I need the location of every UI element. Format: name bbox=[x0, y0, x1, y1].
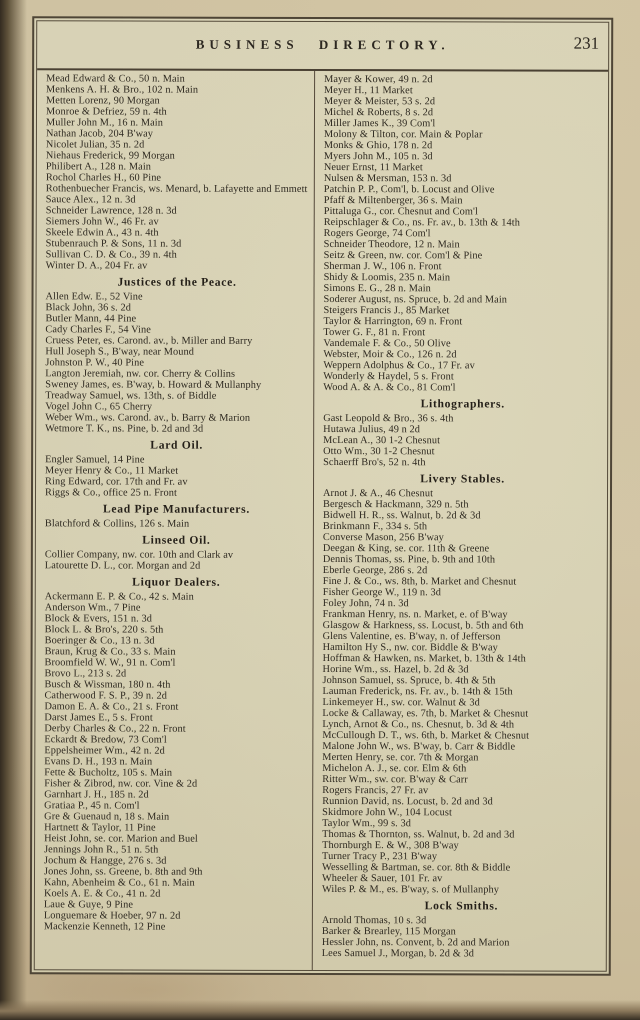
directory-entry: Nathan Jacob, 204 B'way bbox=[45, 128, 154, 140]
directory-section bbox=[323, 74, 603, 394]
directory-entry: Malone John W., ws. B'way, b. Carr & Biddle bbox=[322, 741, 516, 753]
directory-entry: Nicolet Julian, 35 n. 2d bbox=[45, 139, 145, 151]
directory-entry: Foley John, 74 n. 3d bbox=[322, 598, 409, 610]
directory-entry: Molony & Tilton, cor. Main & Poplar bbox=[323, 129, 483, 141]
directory-entry: Derby Charles & Co., 22 n. Front bbox=[44, 723, 186, 735]
directory-entry: Anderson Wm., 7 Pine bbox=[44, 602, 141, 614]
section-heading: Justices of the Peace. bbox=[117, 275, 237, 289]
directory-entry: Hoffman & Hawken, ns. Market, b. 13th & 14th bbox=[322, 653, 526, 665]
directory-entry: Collier Company, nw. cor. 10th and Clark av bbox=[44, 549, 234, 561]
directory-entry: Brinkmann F., 334 s. 5th bbox=[322, 521, 428, 533]
directory-entry: Michelon A. J., se. cor. Elm & 6th bbox=[322, 763, 467, 775]
directory-entry: Eberle George, 286 s. 2d bbox=[322, 565, 428, 577]
directory-entry: Tower G. F., 81 n. Front bbox=[323, 327, 426, 339]
directory-entry: Damon E. A. & Co., 21 s. Front bbox=[44, 701, 179, 713]
directory-entry: Broomfield W. W., 91 n. Com'l bbox=[44, 657, 176, 669]
directory-entry: Hartnett & Taylor, 11 Pine bbox=[44, 822, 156, 834]
directory-entry: Horine Wm., ss. Hazel, b. 2d & 3d bbox=[322, 664, 469, 676]
page-number: 231 bbox=[573, 33, 600, 53]
page-border bbox=[34, 20, 609, 971]
directory-entry: Myers John M., 105 n. 3d bbox=[323, 151, 433, 163]
directory-section bbox=[44, 575, 308, 933]
directory-entry: Neuer Ernst, 11 Market bbox=[323, 162, 423, 174]
directory-entry: Darst James E., 5 s. Front bbox=[44, 712, 153, 724]
directory-entry: Turner Tracy P., 231 B'way bbox=[322, 851, 438, 863]
directory-entry: Fisher George W., 119 n. 3d bbox=[322, 587, 442, 599]
directory-entry: Evans D. H., 193 n. Main bbox=[44, 756, 153, 768]
directory-section bbox=[45, 438, 308, 499]
directory-entry: Schaerff Bro's, 52 n. 4th bbox=[323, 457, 426, 469]
directory-entry: Wheeler & Sauer, 101 Fr. av bbox=[321, 873, 443, 885]
directory-entry: Meyer Henry & Co., 11 Market bbox=[45, 465, 179, 477]
directory-entry: Langton Jeremiah, nw. cor. Cherry & Collins bbox=[45, 368, 236, 380]
directory-entry: Skidmore John W., 104 Locust bbox=[322, 807, 452, 819]
directory-entry: Catherwood F. S. P., 39 n. 2d bbox=[44, 690, 167, 702]
directory-entry: Koels A. E. & Co., 41 n. 2d bbox=[43, 888, 161, 900]
directory-entry: Cady Charles F., 54 Vine bbox=[45, 324, 151, 336]
directory-entry: Jochum & Hangge, 276 s. 3d bbox=[44, 855, 167, 867]
section-heading: Lead Pipe Manufacturers. bbox=[102, 502, 250, 516]
directory-entry: Pfaff & Miltenberger, 36 s. Main bbox=[323, 195, 463, 207]
directory-entry: Sullivan C. D. & Co., 39 n. 4th bbox=[45, 249, 177, 261]
directory-entry: Patchin P. P., Com'l, b. Locust and Olive bbox=[323, 184, 495, 196]
directory-section bbox=[322, 472, 602, 896]
directory-entry: Eppelsheimer Wm., 42 n. 2d bbox=[44, 745, 165, 757]
directory-entry: Wonderly & Haydel, 5 s. Front bbox=[323, 371, 454, 383]
directory-section bbox=[45, 533, 308, 572]
directory-entry: Muller John M., 16 n. Main bbox=[45, 117, 164, 129]
directory-entry: Lauman Frederick, ns. Fr. av., b. 14th & 15th bbox=[322, 686, 513, 698]
directory-entry: Nulsen & Mersman, 153 n. 3d bbox=[323, 173, 452, 185]
directory-section bbox=[322, 899, 601, 960]
directory-entry: Braun, Krug & Co., 33 s. Main bbox=[44, 646, 176, 658]
directory-section bbox=[323, 397, 602, 469]
directory-section bbox=[45, 502, 308, 530]
directory-entry: Wesselling & Bartman, se. cor. 8th & Biddle bbox=[322, 862, 511, 874]
directory-entry: Rogers Francis, 27 Fr. av bbox=[322, 785, 429, 797]
directory-entry: Cruess Peter, es. Carond. av., b. Miller and Barry bbox=[45, 335, 253, 347]
directory-entry: Jennings John R., 51 n. 5th bbox=[44, 844, 159, 856]
directory-entry: Sherman J. W., 106 n. Front bbox=[323, 261, 442, 273]
directory-columns bbox=[35, 70, 608, 970]
section-heading: Lock Smiths. bbox=[424, 899, 499, 913]
directory-entry: Eckardt & Bredow, 73 Com'l bbox=[44, 734, 167, 746]
directory-entry: Weppern Adolphus & Co., 17 Fr. av bbox=[323, 360, 475, 372]
directory-entry: McCullough D. T., ws. 6th, b. Market & Chesnut bbox=[322, 730, 530, 742]
directory-entry: Engler Samuel, 14 Pine bbox=[45, 454, 145, 466]
directory-entry: Simons E. G., 28 n. Main bbox=[323, 283, 431, 295]
directory-entry: Fisher & Zibrod, nw. cor. Vine & 2d bbox=[44, 778, 198, 790]
section-heading: Livery Stables. bbox=[420, 472, 505, 486]
directory-entry: Skeele Edwin A., 43 n. 4th bbox=[45, 227, 159, 239]
directory-entry: Taylor Wm., 99 s. 3d bbox=[322, 818, 412, 830]
directory-entry: Miller James K., 39 Com'l bbox=[323, 118, 436, 130]
directory-entry: Niehaus Frederick, 99 Morgan bbox=[45, 150, 175, 162]
directory-entry: Weber Wm., ws. Carond. av., b. Barry & Marion bbox=[45, 412, 251, 424]
directory-entry: Philibert A., 128 n. Main bbox=[45, 161, 152, 173]
directory-entry: Gast Leopold & Bro., 36 s. 4th bbox=[323, 413, 454, 425]
directory-entry: Ackermann E. P. & Co., 42 s. Main bbox=[44, 591, 194, 603]
page-scan bbox=[30, 16, 614, 976]
directory-entry: Reipschlager & Co., ns. Fr. av., b. 13th & 14th bbox=[323, 217, 520, 229]
directory-entry: Black John, 36 s. 2d bbox=[45, 302, 132, 314]
directory-entry: Kahn, Abenheim & Co., 61 n. Main bbox=[43, 877, 195, 889]
section-heading: Linseed Oil. bbox=[142, 533, 211, 547]
directory-entry: Bidwell H. R., ss. Walnut, b. 2d & 3d bbox=[322, 510, 481, 522]
directory-entry: Gratiaa P., 45 n. Com'l bbox=[44, 800, 140, 812]
directory-entry: Latourette D. L., cor. Morgan and 2d bbox=[44, 560, 201, 572]
directory-entry: Pittaluga G., cor. Chesnut and Com'l bbox=[323, 206, 478, 218]
directory-entry: Arnot J. & A., 46 Chesnut bbox=[322, 488, 434, 500]
directory-entry: Webster, Moir & Co., 126 n. 2d bbox=[323, 349, 457, 361]
directory-entry: Wiles P. & M., es. B'way, s. of Mullanphy bbox=[321, 884, 500, 896]
directory-entry: Allen Edw. E., 52 Vine bbox=[45, 291, 143, 303]
directory-entry: Michel & Roberts, 8 s. 2d bbox=[323, 107, 434, 119]
directory-section bbox=[45, 275, 308, 435]
directory-entry: Hessler John, ns. Convent, b. 2d and Marion bbox=[321, 937, 510, 949]
directory-entry: Monks & Ghio, 178 n. 2d bbox=[323, 140, 433, 152]
page-title: BUSINESS DIRECTORY. bbox=[195, 36, 450, 53]
directory-entry: Butler Mann, 44 Pine bbox=[45, 313, 137, 325]
directory-entry: Meyer & Meister, 53 s. 2d bbox=[324, 96, 436, 108]
directory-entry: Longuemare & Hoeber, 97 n. 2d bbox=[43, 910, 181, 922]
directory-entry: Metten Lorenz, 90 Morgan bbox=[46, 95, 160, 107]
directory-entry: Converse Mason, 256 B'way bbox=[322, 532, 444, 544]
section-heading: Lard Oil. bbox=[150, 438, 203, 452]
directory-entry: Barker & Brearley, 115 Morgan bbox=[321, 926, 456, 938]
directory-entry: Boeringer & Co., 13 n. 3d bbox=[44, 635, 155, 647]
directory-entry: Siemers John W., 46 Fr. av bbox=[45, 216, 159, 228]
directory-entry: Block L. & Bro's, 220 s. 5th bbox=[44, 624, 164, 636]
directory-entry: Rothenbuecher Francis, ws. Menard, b. Lafayette and Emmett bbox=[45, 183, 308, 195]
directory-entry: Lees Samuel J., Morgan, b. 2d & 3d bbox=[321, 948, 475, 960]
directory-entry: Mayer & Kower, 49 n. 2d bbox=[324, 74, 433, 86]
directory-entry: Vandemale F. & Co., 50 Olive bbox=[323, 338, 451, 350]
directory-entry: Linkemeyer H., sw. cor. Walnut & 3d bbox=[322, 697, 480, 709]
page-header bbox=[37, 21, 608, 71]
directory-entry: Busch & Wissman, 180 n. 4th bbox=[44, 679, 171, 691]
directory-entry: Thomas & Thornton, ss. Walnut, b. 2d and 3d bbox=[322, 829, 515, 841]
directory-entry: Soderer August, ns. Spruce, b. 2d and Main bbox=[323, 294, 508, 306]
directory-entry: Johnson Samuel, ss. Spruce, b. 4th & 5th bbox=[322, 675, 496, 687]
directory-entry: Deegan & King, se. cor. 11th & Greene bbox=[322, 543, 490, 555]
directory-entry: Treadway Samuel, ws. 13th, s. of Biddle bbox=[45, 390, 217, 402]
directory-entry: Arnold Thomas, 10 s. 3d bbox=[321, 915, 427, 927]
directory-entry: Vogel John C., 65 Cherry bbox=[45, 401, 153, 413]
directory-entry: Thornburgh E. & W., 308 B'way bbox=[322, 840, 459, 852]
directory-entry: Steigers Francis J., 85 Market bbox=[323, 305, 450, 317]
directory-entry: Blatchford & Collins, 126 s. Main bbox=[44, 518, 190, 530]
directory-entry: Rochol Charles H., 60 Pine bbox=[45, 172, 162, 184]
directory-entry: Menkens A. H. & Bro., 102 n. Main bbox=[46, 84, 199, 96]
directory-entry: Jones John, ss. Greene, b. 8th and 9th bbox=[44, 866, 203, 878]
directory-entry: Brovo L., 213 s. 2d bbox=[44, 668, 127, 680]
directory-entry: Seitz & Green, nw. cor. Com'l & Pine bbox=[323, 250, 483, 262]
directory-entry: Frankman Henry, ns. n. Market, e. of B'way bbox=[322, 609, 508, 621]
directory-entry: Wood A. & A. & Co., 81 Com'l bbox=[323, 382, 456, 394]
directory-entry: Schneider Theodore, 12 n. Main bbox=[323, 239, 460, 251]
directory-entry: Monroe & Defriez, 59 n. 4th bbox=[45, 106, 167, 118]
directory-entry: Gre & Guenaud n, 18 s. Main bbox=[44, 811, 170, 823]
directory-entry: Dennis Thomas, ss. Pine, b. 9th and 10th bbox=[322, 554, 496, 566]
directory-entry: McLean A., 30 1-2 Chesnut bbox=[323, 435, 441, 447]
directory-entry: Laue & Guye, 9 Pine bbox=[43, 899, 134, 911]
directory-entry: Merten Henry, se. cor. 7th & Morgan bbox=[322, 752, 479, 764]
right-column bbox=[313, 71, 608, 971]
book-binding-shadow bbox=[0, 0, 30, 1020]
directory-entry: Ring Edward, cor. 17th and Fr. av bbox=[45, 476, 188, 488]
directory-entry: Fine J. & Co., ws. 8th, b. Market and Chesnut bbox=[322, 576, 517, 588]
directory-entry: Glasgow & Harkness, ss. Locust, b. 5th and 6th bbox=[322, 620, 524, 632]
directory-entry: Glens Valentine, es. B'way, n. of Jefferson bbox=[322, 631, 501, 643]
directory-entry: Shidy & Loomis, 235 n. Main bbox=[323, 272, 451, 284]
directory-entry: Block & Evers, 151 n. 3d bbox=[44, 613, 153, 625]
directory-entry: Mead Edward & Co., 50 n. Main bbox=[46, 73, 185, 85]
directory-entry: Wetmore T. K., ns. Pine, b. 2d and 3d bbox=[45, 423, 204, 435]
directory-entry: Heist John, se. cor. Marion and Buel bbox=[44, 833, 198, 845]
directory-entry: Schneider Lawrence, 128 n. 3d bbox=[45, 205, 177, 217]
directory-entry: Lynch, Arnot & Co., ns. Chesnut, b. 3d & 4th bbox=[322, 719, 515, 731]
left-column bbox=[35, 70, 315, 970]
directory-entry: Hull Joseph S., B'way, near Mound bbox=[45, 346, 195, 358]
directory-entry: Ritter Wm., sw. cor. B'way & Carr bbox=[322, 774, 468, 786]
directory-entry: Garnhart J. H., 185 n. 2d bbox=[44, 789, 149, 801]
directory-entry: Sweney James, es. B'way, b. Howard & Mullanphy bbox=[45, 379, 262, 391]
directory-entry: Riggs & Co., office 25 n. Front bbox=[44, 487, 177, 499]
section-heading: Lithographers. bbox=[420, 397, 505, 411]
directory-entry: Johnston P. W., 40 Pine bbox=[45, 357, 145, 369]
bottom-page-edge bbox=[0, 1000, 640, 1020]
directory-entry: Meyer H., 11 Market bbox=[324, 85, 413, 97]
directory-entry: Sauce Alex., 12 n. 3d bbox=[45, 194, 136, 206]
directory-entry: Otto Wm., 30 1-2 Chesnut bbox=[323, 446, 435, 458]
directory-section bbox=[46, 73, 310, 272]
directory-entry: Rogers George, 74 Com'l bbox=[323, 228, 431, 240]
directory-entry: Hamilton Hy S., nw. cor. Biddle & B'way bbox=[322, 642, 498, 654]
directory-entry: Fette & Bucholtz, 105 s. Main bbox=[44, 767, 173, 779]
directory-entry: Winter D. A., 204 Fr. av bbox=[45, 260, 148, 272]
directory-entry: Hutawa Julius, 49 n 2d bbox=[323, 424, 421, 436]
directory-entry: Taylor & Harrington, 69 n. Front bbox=[323, 316, 463, 328]
section-heading: Liquor Dealers. bbox=[132, 575, 221, 589]
directory-entry: Stubenrauch P. & Sons, 11 n. 3d bbox=[45, 238, 182, 250]
directory-entry: Locke & Callaway, es. 7th, b. Market & Chesnut bbox=[322, 708, 529, 720]
directory-entry: Bergesch & Hackmann, 329 n. 5th bbox=[322, 499, 469, 511]
directory-entry: Mackenzie Kenneth, 12 Pine bbox=[43, 921, 166, 933]
directory-entry: Runnion David, ns. Locust, b. 2d and 3d bbox=[322, 796, 493, 808]
